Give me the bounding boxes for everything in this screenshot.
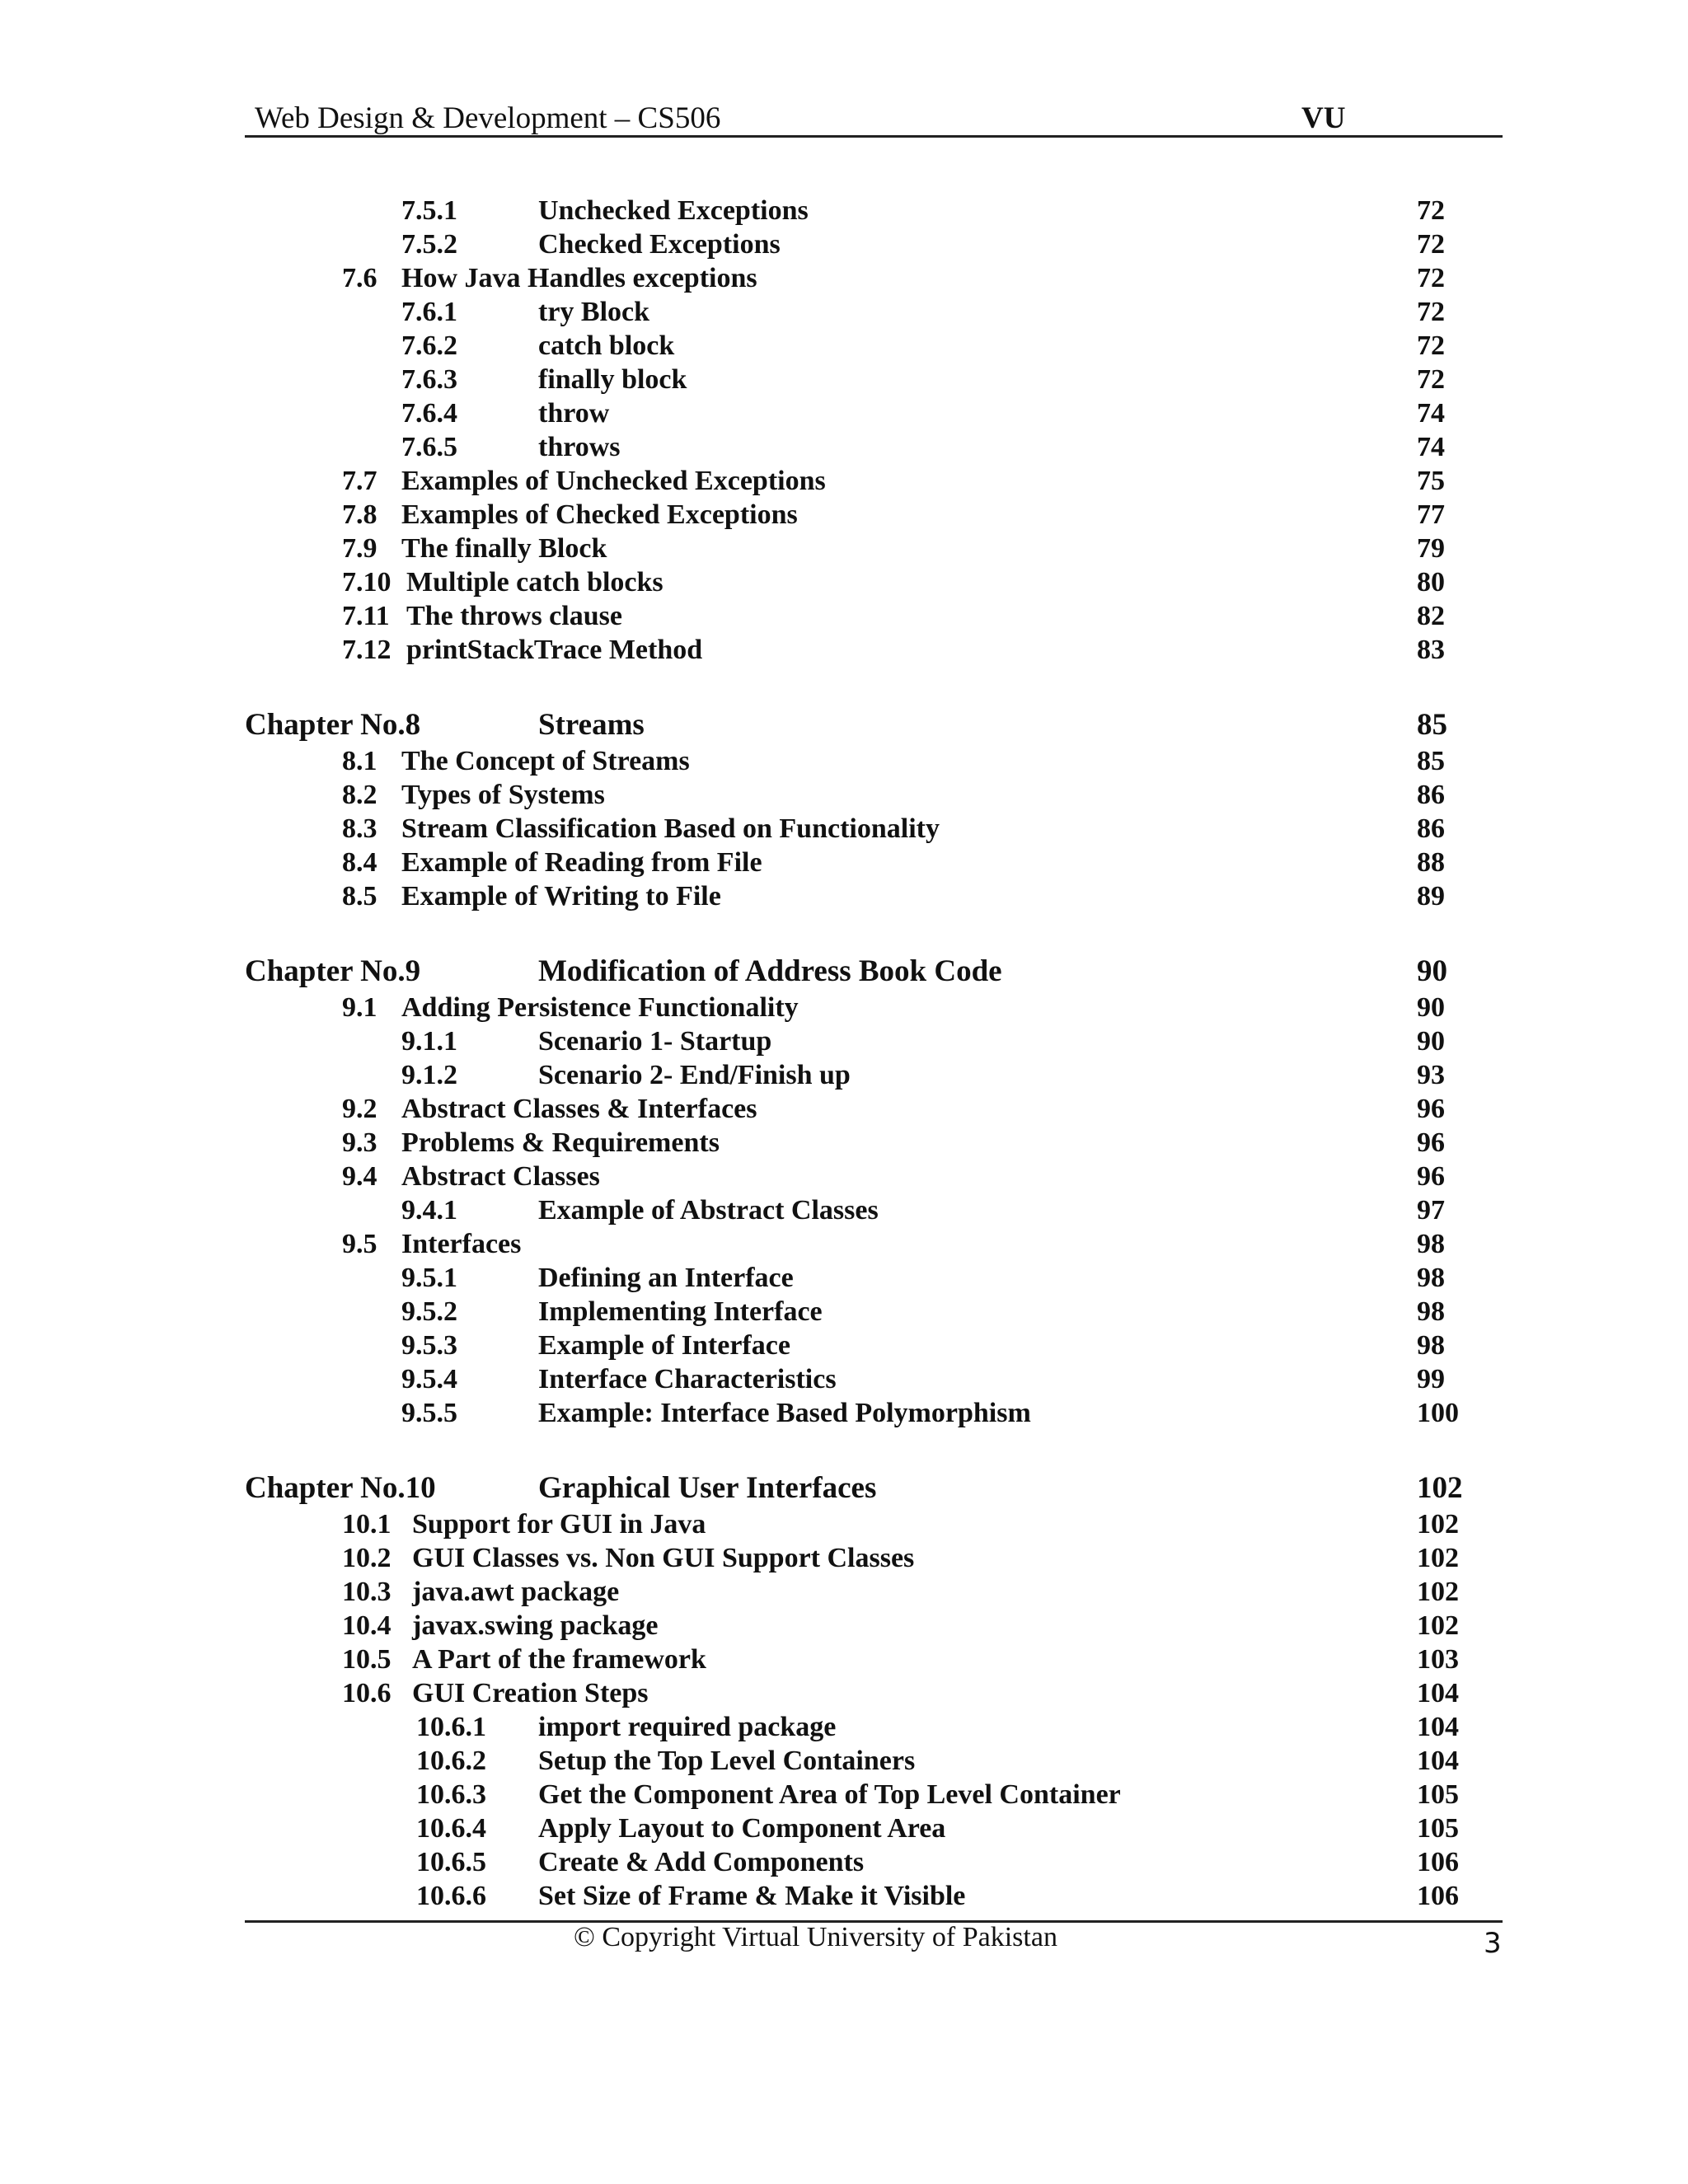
toc-entry-number: 7.6.5: [401, 432, 457, 462]
toc-entry-page: 74: [1417, 432, 1445, 462]
toc-entry-row: [0, 1577, 1688, 1610]
toc-entry-number: 7.6.4: [401, 398, 457, 429]
toc-entry-page: 88: [1417, 847, 1445, 878]
toc-entry-page: 96: [1417, 1161, 1445, 1192]
toc-entry-page: 72: [1417, 229, 1445, 260]
toc-entry-page: 102: [1417, 1610, 1459, 1641]
toc-entry-title: How Java Handles exceptions: [401, 263, 757, 293]
toc-entry-row: [0, 1644, 1688, 1678]
toc-entry-page: 99: [1417, 1364, 1445, 1394]
toc-entry-page: 96: [1417, 1094, 1445, 1124]
toc-entry-number: 8.5: [342, 881, 377, 912]
toc-entry-title: Stream Classification Based on Functionality: [401, 813, 940, 844]
toc-chapter-row: [0, 954, 1688, 992]
toc-entry-number: 8.3: [342, 813, 377, 844]
toc-entry-page: 86: [1417, 780, 1445, 810]
toc-entry-title: Example of Abstract Classes: [538, 1195, 879, 1226]
toc-entry-title: Support for GUI in Java: [412, 1509, 706, 1540]
header-title: Web Design & Development – CS506: [255, 101, 721, 135]
toc-entry-number: 9.5.2: [401, 1296, 457, 1327]
toc-entry-title: GUI Creation Steps: [412, 1678, 649, 1708]
toc-entry-title: Interface Characteristics: [538, 1364, 837, 1394]
toc-entry-number: 8.4: [342, 847, 377, 878]
toc-entry-title: finally block: [538, 364, 687, 395]
toc-entry-title: Apply Layout to Component Area: [538, 1813, 946, 1844]
toc-entry-number: 9.5.1: [401, 1263, 457, 1293]
toc-entry-row: [0, 1263, 1688, 1296]
toc-entry-page: 106: [1417, 1847, 1459, 1877]
toc-entry-title: Modification of Address Book Code: [538, 954, 1002, 988]
toc-entry-page: 72: [1417, 330, 1445, 361]
toc-entry-row: [0, 1847, 1688, 1881]
toc-entry-title: throws: [538, 432, 621, 462]
toc-entry-page: 72: [1417, 364, 1445, 395]
toc-entry-title: javax.swing package: [412, 1610, 659, 1641]
toc-entry-page: 72: [1417, 263, 1445, 293]
toc-entry-number: Chapter No.9: [245, 954, 421, 988]
toc-entry-page: 89: [1417, 881, 1445, 912]
toc-entry-number: 7.5.2: [401, 229, 457, 260]
toc-entry-page: 85: [1417, 746, 1445, 776]
toc-entry-number: 10.5: [342, 1644, 392, 1675]
toc-entry-row: [0, 1330, 1688, 1364]
toc-entry-row: [0, 1161, 1688, 1195]
toc-entry-title: Adding Persistence Functionality: [401, 992, 799, 1023]
toc-entry-page: 98: [1417, 1263, 1445, 1293]
toc-entry-number: 8.2: [342, 780, 377, 810]
toc-entry-number: 9.2: [342, 1094, 377, 1124]
toc-entry-row: [0, 1364, 1688, 1398]
toc-entry-title: Get the Component Area of Top Level Container: [538, 1779, 1121, 1810]
toc-entry-row: [0, 1026, 1688, 1060]
toc-entry-page: 106: [1417, 1881, 1459, 1911]
toc-entry-title: printStackTrace Method: [406, 635, 703, 665]
toc-entry-page: 102: [1417, 1509, 1459, 1540]
toc-entry-row: [0, 330, 1688, 364]
toc-entry-title: Abstract Classes & Interfaces: [401, 1094, 757, 1124]
toc-entry-page: 100: [1417, 1398, 1459, 1428]
toc-entry-title: Example: Interface Based Polymorphism: [538, 1398, 1031, 1428]
toc-entry-number: 8.1: [342, 746, 377, 776]
toc-entry-row: [0, 263, 1688, 297]
toc-entry-number: 10.6.1: [416, 1712, 486, 1742]
toc-entry-title: Examples of Unchecked Exceptions: [401, 466, 826, 496]
toc-entry-row: [0, 1746, 1688, 1779]
toc-entry-page: 83: [1417, 635, 1445, 665]
toc-entry-number: 7.7: [342, 466, 377, 496]
toc-entry-row: [0, 746, 1688, 780]
toc-entry-title: Setup the Top Level Containers: [538, 1746, 916, 1776]
toc-entry-page: 102: [1417, 1543, 1459, 1573]
toc-entry-number: 10.6.6: [416, 1881, 486, 1911]
toc-entry-title: import required package: [538, 1712, 837, 1742]
toc-entry-title: GUI Classes vs. Non GUI Support Classes: [412, 1543, 915, 1573]
toc-entry-title: Multiple catch blocks: [406, 567, 663, 598]
toc-entry-row: [0, 1229, 1688, 1263]
toc-entry-page: 82: [1417, 601, 1445, 631]
toc-entry-page: 85: [1417, 708, 1447, 742]
toc-chapter-row: [0, 707, 1688, 746]
toc-entry-page: 90: [1417, 954, 1447, 988]
toc-entry-number: 9.1.2: [401, 1060, 457, 1090]
toc-entry-page: 104: [1417, 1746, 1459, 1776]
toc-entry-title: Problems & Requirements: [401, 1127, 720, 1158]
toc-entry-number: 10.6.3: [416, 1779, 486, 1810]
toc-entry-page: 98: [1417, 1296, 1445, 1327]
toc-entry-page: 102: [1417, 1577, 1459, 1607]
toc-entry-page: 75: [1417, 466, 1445, 496]
toc-entry-row: [0, 499, 1688, 533]
toc-entry-title: Example of Writing to File: [401, 881, 721, 912]
toc-entry-title: catch block: [538, 330, 675, 361]
toc-entry-row: [0, 1398, 1688, 1432]
toc-entry-row: [0, 847, 1688, 881]
toc-entry-page: 72: [1417, 195, 1445, 226]
toc-entry-number: 9.5: [342, 1229, 377, 1259]
toc-entry-page: 97: [1417, 1195, 1445, 1226]
toc-entry-number: 9.3: [342, 1127, 377, 1158]
toc-entry-title: java.awt package: [412, 1577, 620, 1607]
toc-entry-row: [0, 195, 1688, 229]
toc-entry-row: [0, 1678, 1688, 1712]
toc-entry-title: Streams: [538, 708, 645, 742]
toc-entry-page: 104: [1417, 1712, 1459, 1742]
toc-entry-title: Set Size of Frame & Make it Visible: [538, 1881, 966, 1911]
footer-page-number: 3: [1484, 1927, 1502, 1960]
table-of-contents: [0, 195, 1688, 1915]
toc-entry-row: [0, 1509, 1688, 1543]
toc-entry-row: [0, 466, 1688, 499]
toc-entry-row: [0, 432, 1688, 466]
toc-entry-title: Scenario 2- End/Finish up: [538, 1060, 851, 1090]
toc-entry-title: The throws clause: [406, 601, 622, 631]
toc-entry-page: 105: [1417, 1779, 1459, 1810]
toc-entry-title: The Concept of Streams: [401, 746, 690, 776]
header-brand: VU: [1301, 101, 1346, 135]
toc-entry-row: [0, 1060, 1688, 1094]
toc-entry-page: 90: [1417, 1026, 1445, 1057]
toc-entry-page: 74: [1417, 398, 1445, 429]
toc-entry-number: 7.6: [342, 263, 377, 293]
toc-entry-title: Interfaces: [401, 1229, 522, 1259]
toc-entry-number: 10.6: [342, 1678, 392, 1708]
toc-entry-number: 9.1.1: [401, 1026, 457, 1057]
toc-entry-page: 105: [1417, 1813, 1459, 1844]
toc-entry-page: 104: [1417, 1678, 1459, 1708]
toc-entry-number: 7.6.3: [401, 364, 457, 395]
toc-entry-number: Chapter No.8: [245, 708, 421, 742]
toc-entry-number: 7.10: [342, 567, 392, 598]
toc-entry-row: [0, 1543, 1688, 1577]
toc-entry-number: 7.5.1: [401, 195, 457, 226]
toc-entry-row: [0, 297, 1688, 330]
toc-entry-number: 7.8: [342, 499, 377, 530]
toc-entry-number: 10.6.5: [416, 1847, 486, 1877]
toc-entry-page: 86: [1417, 813, 1445, 844]
toc-chapter-row: [0, 1470, 1688, 1509]
toc-entry-title: Abstract Classes: [401, 1161, 600, 1192]
toc-entry-row: [0, 1296, 1688, 1330]
toc-entry-title: Example of Reading from File: [401, 847, 762, 878]
toc-entry-page: 90: [1417, 992, 1445, 1023]
toc-entry-number: 10.3: [342, 1577, 392, 1607]
toc-entry-row: [0, 1779, 1688, 1813]
toc-entry-number: 9.1: [342, 992, 377, 1023]
toc-entry-title: try Block: [538, 297, 650, 327]
toc-entry-number: 7.11: [342, 601, 390, 631]
toc-entry-page: 102: [1417, 1471, 1463, 1505]
toc-entry-row: [0, 1881, 1688, 1915]
toc-entry-row: [0, 1094, 1688, 1127]
toc-entry-number: 10.1: [342, 1509, 392, 1540]
toc-entry-page: 96: [1417, 1127, 1445, 1158]
toc-entry-page: 77: [1417, 499, 1445, 530]
toc-entry-title: Graphical User Interfaces: [538, 1471, 877, 1505]
toc-entry-number: 10.6.4: [416, 1813, 486, 1844]
toc-entry-title: Defining an Interface: [538, 1263, 794, 1293]
toc-entry-title: Create & Add Components: [538, 1847, 865, 1877]
toc-entry-number: 7.6.2: [401, 330, 457, 361]
toc-entry-title: Example of Interface: [538, 1330, 790, 1361]
toc-entry-title: throw: [538, 398, 610, 429]
page-header: [245, 97, 1503, 138]
toc-entry-row: [0, 1195, 1688, 1229]
toc-entry-number: 9.5.5: [401, 1398, 457, 1428]
toc-entry-number: 10.2: [342, 1543, 392, 1573]
footer-copyright: © Copyright Virtual University of Pakistan: [574, 1922, 1057, 1952]
toc-entry-row: [0, 364, 1688, 398]
toc-entry-number: 10.4: [342, 1610, 392, 1641]
toc-entry-row: [0, 567, 1688, 601]
toc-entry-row: [0, 1712, 1688, 1746]
toc-entry-row: [0, 881, 1688, 915]
toc-entry-row: [0, 398, 1688, 432]
toc-entry-number: Chapter No.10: [245, 1471, 436, 1505]
toc-entry-number: 9.4: [342, 1161, 377, 1192]
toc-entry-row: [0, 533, 1688, 567]
toc-entry-title: The finally Block: [401, 533, 607, 564]
toc-entry-row: [0, 229, 1688, 263]
toc-entry-row: [0, 1127, 1688, 1161]
toc-entry-title: Types of Systems: [401, 780, 605, 810]
toc-entry-number: 7.6.1: [401, 297, 457, 327]
toc-entry-number: 9.5.3: [401, 1330, 457, 1361]
toc-entry-title: A Part of the framework: [412, 1644, 706, 1675]
toc-entry-title: Implementing Interface: [538, 1296, 823, 1327]
toc-entry-number: 9.4.1: [401, 1195, 457, 1226]
toc-entry-row: [0, 1610, 1688, 1644]
toc-entry-page: 98: [1417, 1229, 1445, 1259]
toc-entry-page: 98: [1417, 1330, 1445, 1361]
toc-entry-page: 93: [1417, 1060, 1445, 1090]
toc-entry-row: [0, 992, 1688, 1026]
toc-entry-page: 72: [1417, 297, 1445, 327]
toc-entry-title: Checked Exceptions: [538, 229, 781, 260]
toc-entry-row: [0, 601, 1688, 635]
toc-entry-number: 10.6.2: [416, 1746, 486, 1776]
toc-entry-title: Examples of Checked Exceptions: [401, 499, 798, 530]
toc-entry-title: Unchecked Exceptions: [538, 195, 809, 226]
toc-entry-number: 7.12: [342, 635, 392, 665]
toc-entry-number: 7.9: [342, 533, 377, 564]
toc-entry-row: [0, 1813, 1688, 1847]
toc-entry-page: 79: [1417, 533, 1445, 564]
toc-entry-page: 80: [1417, 567, 1445, 598]
toc-entry-row: [0, 813, 1688, 847]
toc-entry-number: 9.5.4: [401, 1364, 457, 1394]
toc-entry-row: [0, 635, 1688, 668]
toc-entry-row: [0, 780, 1688, 813]
toc-entry-title: Scenario 1- Startup: [538, 1026, 772, 1057]
toc-entry-page: 103: [1417, 1644, 1459, 1675]
